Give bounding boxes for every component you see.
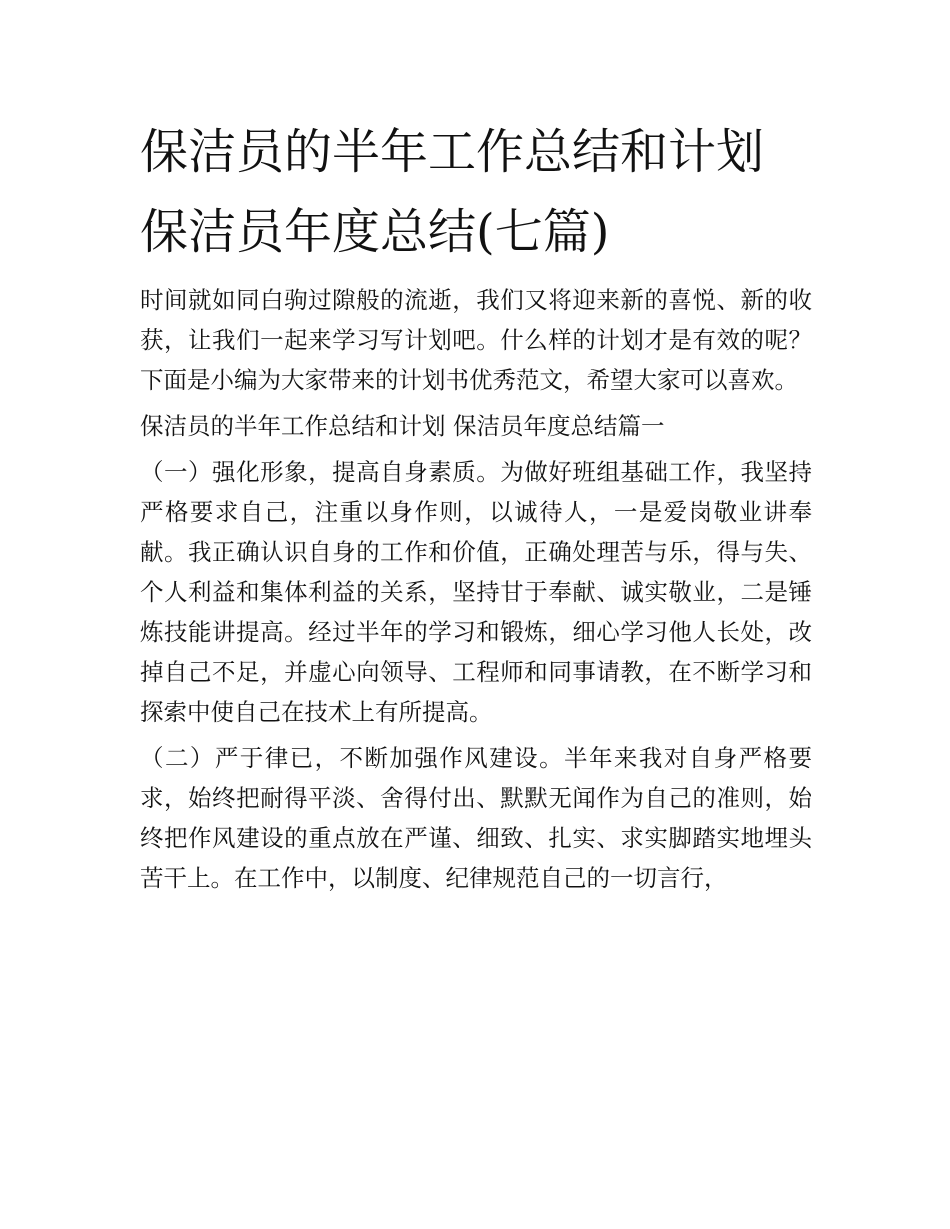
body-paragraph-2: （二）严于律已，不断加强作风建设。半年来我对自身严格要求，始终把耐得平淡、舍得付出、默默无闻作为自己的准则，始终把作风建设的重点放在严谨、细致、扎实、求实脚踏实地埋头苦干上。在工作中，以制度、纪律规范自己的一切言行， — [140, 744, 812, 892]
title-line-1: 保洁员的半年工作总结和计划 — [140, 124, 765, 180]
document-body — [140, 280, 812, 904]
intro-paragraph: 时间就如同白驹过隙般的流逝，我们又将迎来新的喜悦、新的收获，让我们一起来学习写计划吧。什么样的计划才是有效的呢？下面是小编为大家带来的计划书优秀范文，希望大家可以喜欢。 — [140, 286, 812, 394]
body-paragraph-1: （一）强化形象，提高自身素质。为做好班组基础工作，我坚持严格要求自己，注重以身作则，以诚待人，一是爱岗敬业讲奉献。我正确认识自身的工作和价值，正确处理苦与乐，得与失、个人利益和集体利益的关系，坚持甘于奉献、诚实敬业，二是锤炼技能讲提高。经过半年的学习和锻炼，细心学习他人长处，改掉自己不足，并虚心向领导、工程师和同事请教，在不断学习和探索中使自己在技术上有所提高。 — [140, 458, 812, 726]
document-title — [140, 112, 830, 272]
section-heading: 保洁员的半年工作总结和计划 保洁员年度总结篇一 — [140, 412, 665, 440]
title-line-2: 保洁员年度总结(七篇) — [140, 204, 610, 260]
